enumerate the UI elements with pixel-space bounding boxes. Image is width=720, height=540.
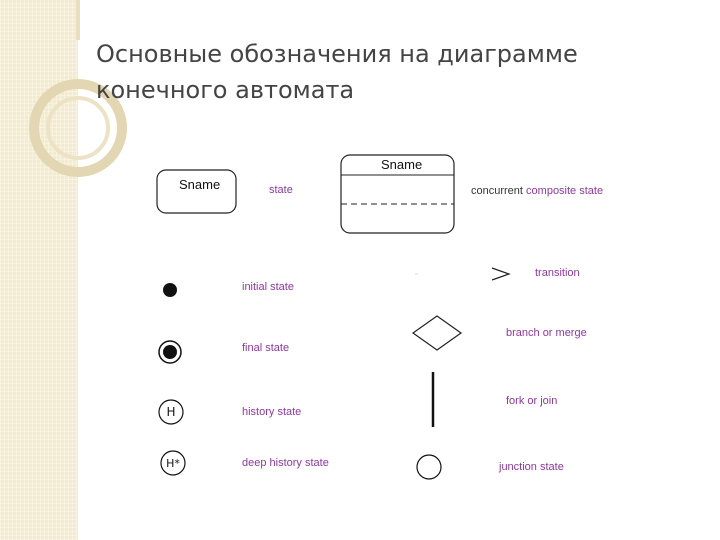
branch-merge-label: branch or merge bbox=[506, 327, 587, 339]
deep-history-state-symbol-text: H* bbox=[166, 457, 180, 470]
transition-label: transition bbox=[535, 267, 580, 279]
history-state-symbol-text: H bbox=[166, 405, 176, 419]
initial-state-label: initial state bbox=[242, 281, 294, 293]
title-line-2: конечного автомата bbox=[96, 76, 355, 104]
branch-merge-symbol bbox=[413, 316, 461, 350]
fork-join-label: fork or join bbox=[506, 395, 558, 407]
deep-history-state-label: deep history state bbox=[242, 457, 329, 469]
title-line-1: Основные обозначения на диаграмме bbox=[96, 40, 578, 68]
transition-arrowhead bbox=[492, 268, 509, 280]
final-state-label: final state bbox=[242, 342, 290, 354]
composite-label-rest: composite state bbox=[522, 185, 604, 197]
history-state-label: history state bbox=[242, 406, 302, 418]
initial-state-symbol bbox=[163, 283, 177, 297]
composite-state-label bbox=[471, 185, 603, 197]
junction-state-symbol bbox=[417, 455, 441, 479]
state-label: state bbox=[269, 184, 293, 196]
junction-state-label: junction state bbox=[499, 461, 564, 473]
state-symbol-text: Sname bbox=[179, 177, 221, 192]
composite-state-symbol-text: Sname bbox=[381, 157, 423, 172]
final-state-symbol-inner bbox=[163, 345, 177, 359]
composite-label-prefix: concurrent bbox=[471, 185, 523, 197]
